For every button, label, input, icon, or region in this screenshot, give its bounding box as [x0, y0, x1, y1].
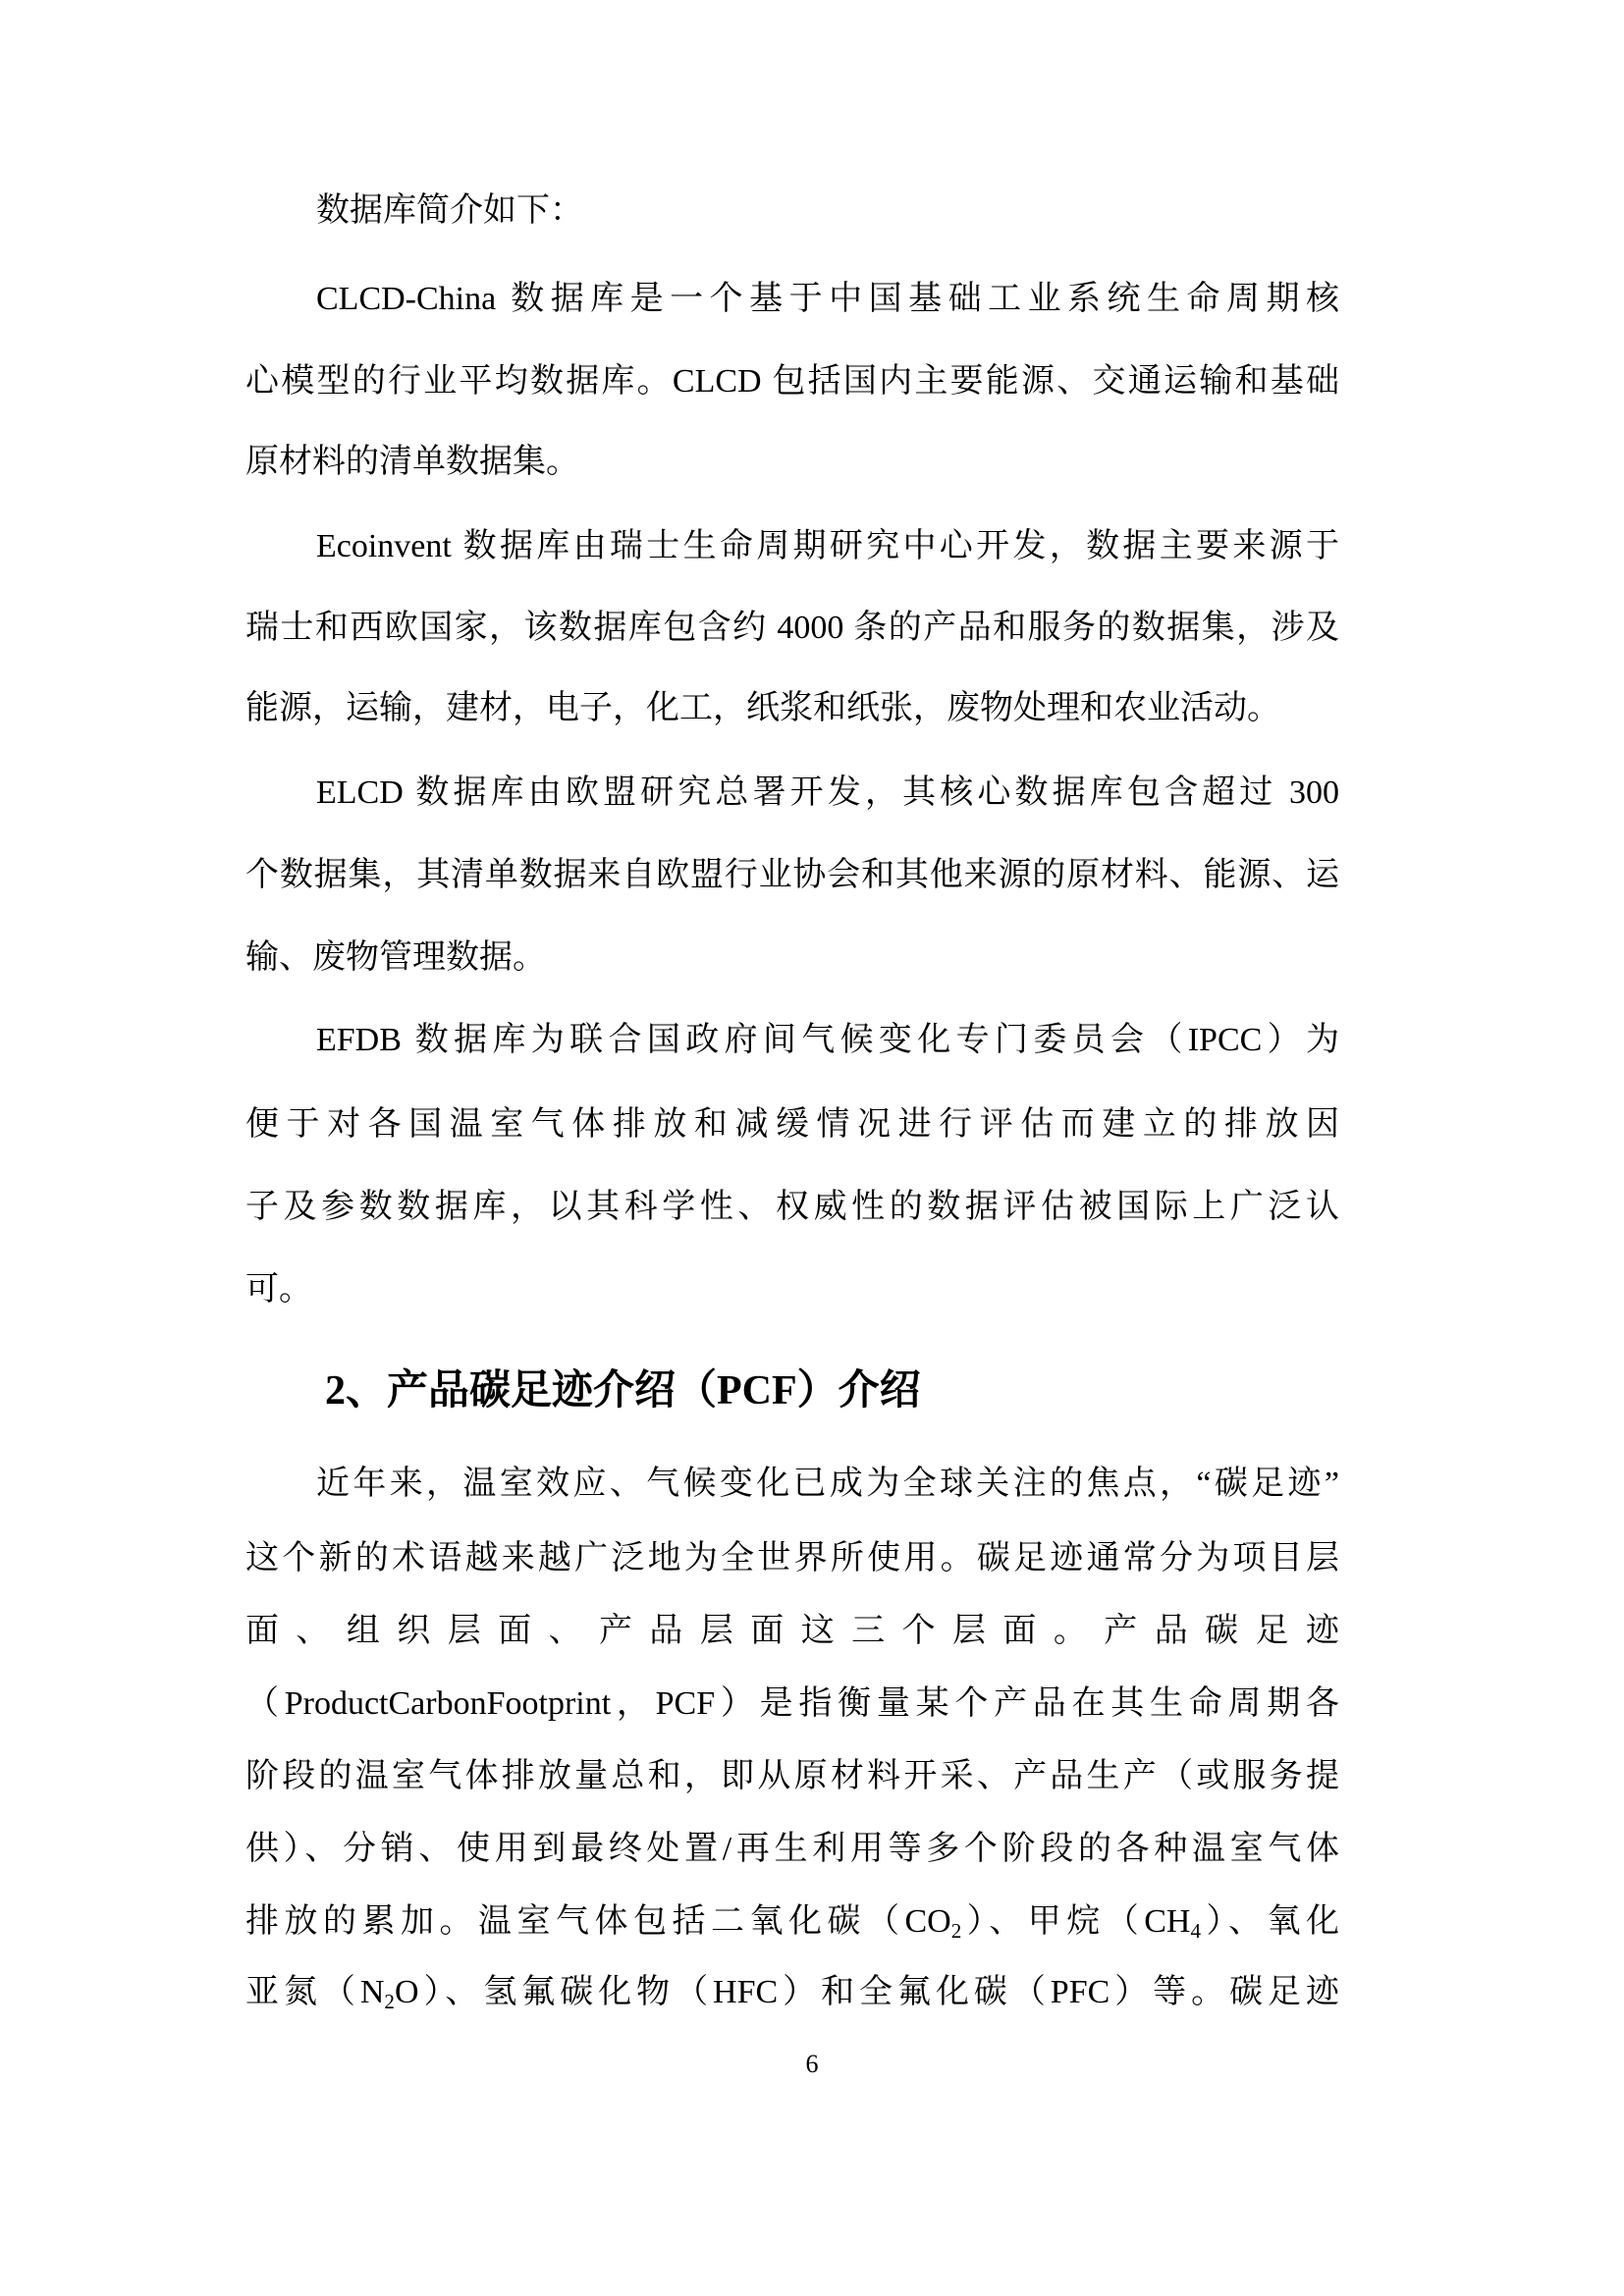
paragraph-line: 心模型的行业平均数据库。CLCD 包括国内主要能源、交通运输和基础	[245, 363, 1339, 400]
paragraph-line: 个数据集，其清单数据来自欧盟行业协会和其他来源的原材料、能源、运	[245, 857, 1339, 893]
paragraph-line: 输、废物管理数据。	[245, 939, 546, 976]
page-number: 6	[805, 2050, 819, 2078]
paragraph-line: Ecoinvent 数据库由瑞士生命周期研究中心开发，数据主要来源于	[316, 528, 1339, 564]
paragraph-line: 子及参数数据库，以其科学性、权威性的数据评估被国际上广泛认	[245, 1189, 1339, 1225]
paragraph-line: 便于对各国温室气体排放和减缓情况进行评估而建立的排放因	[245, 1106, 1339, 1143]
paragraph-line: 阶段的温室气体排放量总和，即从原材料开采、产品生产（或服务提	[245, 1758, 1339, 1794]
line-segment: 排放的累加。温室气体包括二氧化碳（CO	[245, 1903, 951, 1940]
line-segment: ）、甲烷（CH	[961, 1903, 1191, 1940]
subscript: 2	[950, 1918, 962, 1943]
paragraph-line	[245, 1898, 1339, 1946]
line-segment: 亚氮（N	[245, 1974, 385, 2010]
subscript: 4	[1190, 1918, 1202, 1943]
paragraph-line: 能源，运输，建材，电子，化工，纸浆和纸张，废物处理和农业活动。	[245, 690, 1280, 726]
paragraph-line: 面、组织层面、产品层面这三个层面。产品碳足迹	[245, 1613, 1339, 1649]
paragraph-line: CLCD-China 数据库是一个基于中国基础工业系统生命周期核	[316, 281, 1339, 317]
paragraph-line: （ProductCarbonFootprint，PCF）是指衡量某个产品在其生命周期各	[245, 1685, 1339, 1722]
paragraph-line: 瑞士和西欧国家，该数据库包含约 4000 条的产品和服务的数据集，涉及	[245, 610, 1339, 646]
line-segment: ）、氧化	[1201, 1903, 1339, 1940]
line-segment: O）、氢氟碳化物（HFC）和全氟化碳（PFC）等。碳足迹	[394, 1974, 1339, 2010]
paragraph-line: 供）、分销、使用到最终处置/再生利用等多个阶段的各种温室气体	[245, 1831, 1339, 1867]
paragraph-line: 原材料的清单数据集。	[245, 444, 579, 480]
section-heading: 2、产品碳足迹介绍（PCF）介绍	[325, 1368, 921, 1414]
paragraph-line: 近年来，温室效应、气候变化已成为全球关注的焦点，“碳足迹”	[316, 1466, 1339, 1502]
subscript: 2	[384, 1989, 395, 2013]
paragraph-line	[245, 1969, 1339, 2016]
paragraph-line: 这个新的术语越来越广泛地为全世界所使用。碳足迹通常分为项目层	[245, 1540, 1339, 1576]
paragraph-line: 可。	[245, 1271, 312, 1308]
paragraph-line: EFDB 数据库为联合国政府间气候变化专门委员会（IPCC）为	[316, 1022, 1339, 1058]
paragraph-line: ELCD 数据库由欧盟研究总署开发，其核心数据库包含超过 300	[316, 774, 1339, 811]
intro-line: 数据库简介如下：	[316, 192, 583, 229]
